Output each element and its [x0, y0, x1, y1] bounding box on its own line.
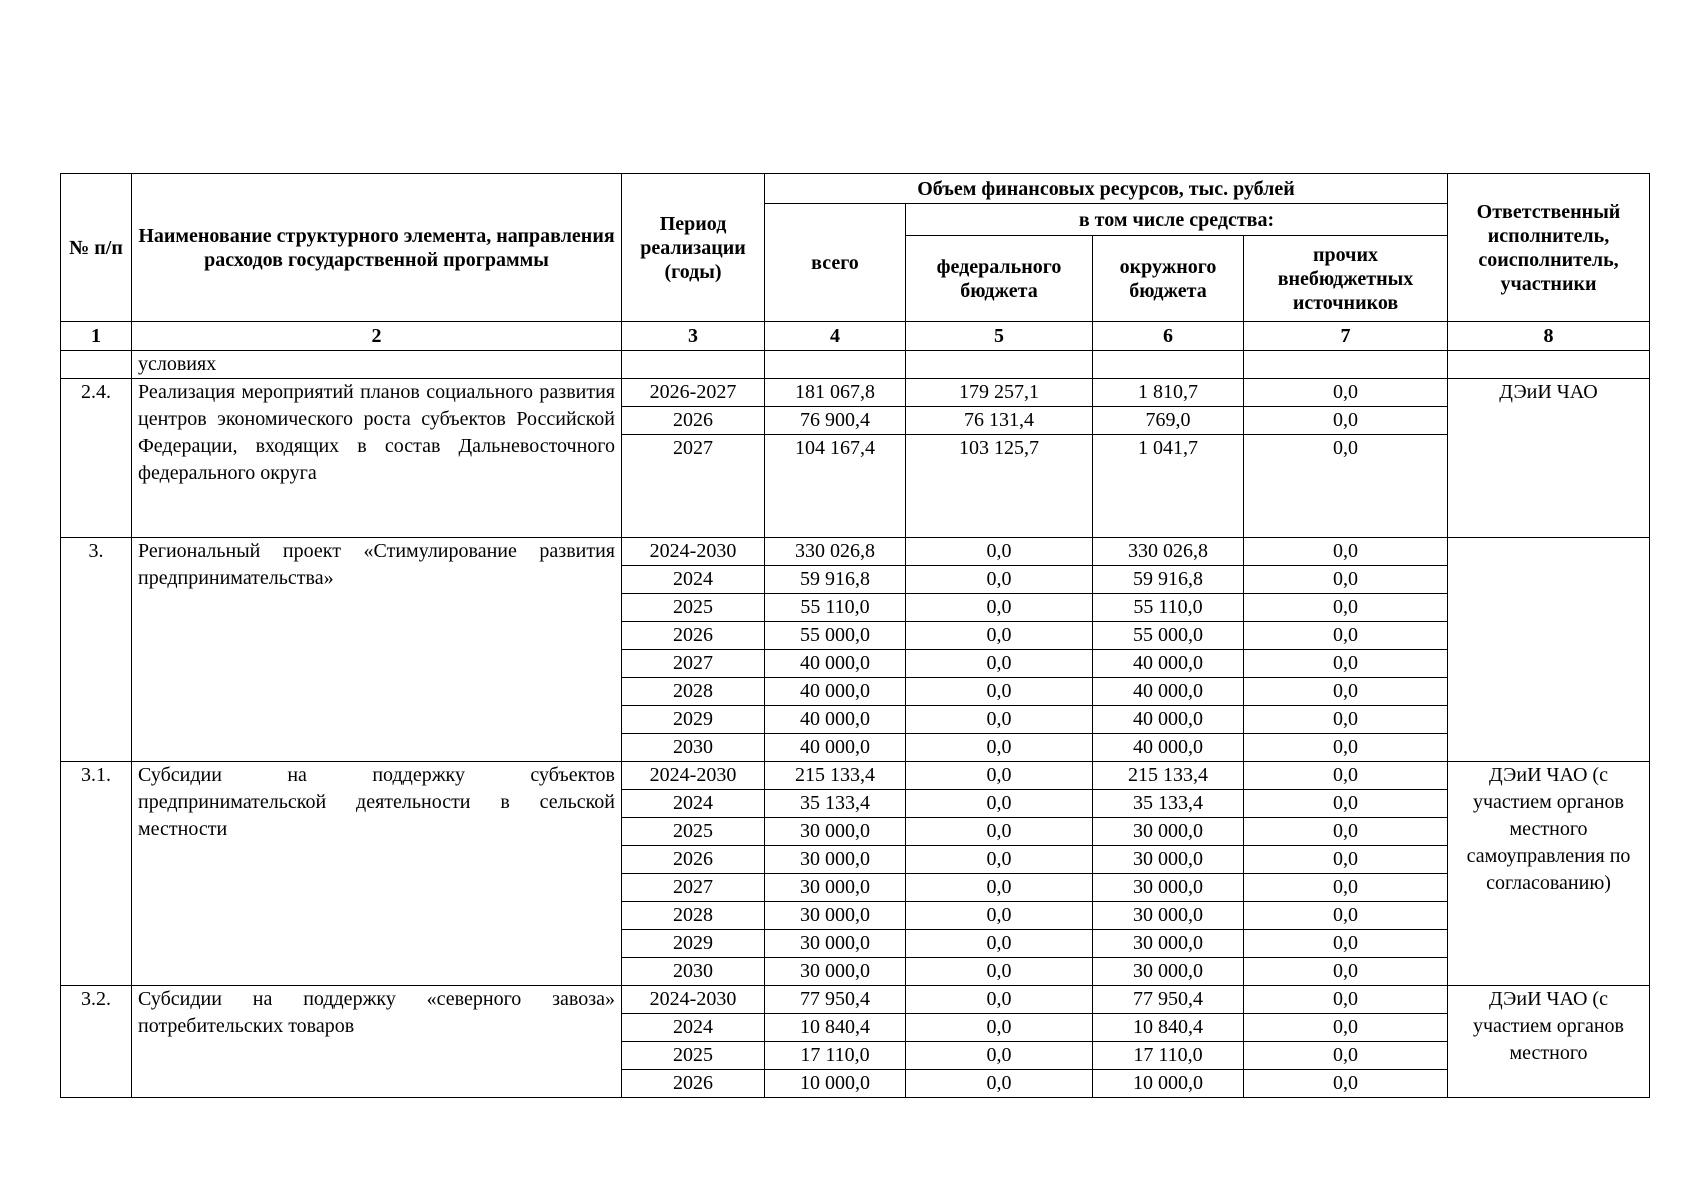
federal-cell: 0,0 [906, 706, 1093, 734]
period-cell: 2024-2030 [622, 762, 765, 790]
other-cell: 0,0 [1244, 678, 1448, 706]
federal-cell: 103 125,7 [906, 435, 1093, 538]
total-cell: 17 110,0 [765, 1042, 906, 1070]
header-period: Период реализации (годы) [622, 174, 765, 322]
section-number: 3. [61, 538, 132, 762]
total-cell: 77 950,4 [765, 986, 906, 1014]
total-cell: 30 000,0 [765, 874, 906, 902]
section-name: Региональный проект «Стимулирование развития предпринимательства» [132, 538, 622, 762]
federal-cell: 0,0 [906, 902, 1093, 930]
federal-cell: 0,0 [906, 930, 1093, 958]
period-cell: 2025 [622, 594, 765, 622]
other-cell: 0,0 [1244, 706, 1448, 734]
total-cell: 35 133,4 [765, 790, 906, 818]
other-cell: 0,0 [1244, 930, 1448, 958]
federal-cell: 0,0 [906, 622, 1093, 650]
total-cell: 76 900,4 [765, 407, 906, 435]
period-cell: 2024 [622, 566, 765, 594]
total-cell: 104 167,4 [765, 435, 906, 538]
district-cell: 30 000,0 [1093, 874, 1244, 902]
period-cell: 2026 [622, 1070, 765, 1098]
table-row [61, 379, 1650, 407]
period-cell: 2024-2030 [622, 538, 765, 566]
period-cell: 2026 [622, 407, 765, 435]
responsible-cell: ДЭиИ ЧАО (с участием органов местного [1448, 986, 1650, 1098]
total-cell: 59 916,8 [765, 566, 906, 594]
col-number: 6 [1093, 322, 1244, 351]
other-cell: 0,0 [1244, 650, 1448, 678]
col-number: 1 [61, 322, 132, 351]
cell-num [61, 351, 132, 379]
header-district: окружного бюджета [1093, 236, 1244, 322]
period-cell: 2027 [622, 435, 765, 538]
col-number: 2 [132, 322, 622, 351]
header-including: в том числе средства: [906, 204, 1448, 236]
district-cell: 30 000,0 [1093, 818, 1244, 846]
federal-cell: 0,0 [906, 790, 1093, 818]
table-body [61, 351, 1650, 1098]
header-volume: Объем финансовых ресурсов, тыс. рублей [765, 174, 1448, 204]
table-header [61, 174, 1650, 351]
district-cell: 30 000,0 [1093, 902, 1244, 930]
federal-cell: 0,0 [906, 734, 1093, 762]
total-cell: 40 000,0 [765, 706, 906, 734]
total-cell: 30 000,0 [765, 818, 906, 846]
section-name: Реализация мероприятий планов социального развития центров экономического роста субъектов Российской Федерации, входящих в состав Дальневосточного федерального округа [132, 379, 622, 538]
district-cell: 30 000,0 [1093, 930, 1244, 958]
other-cell: 0,0 [1244, 986, 1448, 1014]
other-cell: 0,0 [1244, 762, 1448, 790]
federal-cell: 0,0 [906, 762, 1093, 790]
total-cell: 40 000,0 [765, 650, 906, 678]
district-cell: 10 840,4 [1093, 1014, 1244, 1042]
federal-cell: 0,0 [906, 986, 1093, 1014]
period-cell: 2030 [622, 734, 765, 762]
header-federal: федерального бюджета [906, 236, 1093, 322]
total-cell: 40 000,0 [765, 734, 906, 762]
other-cell: 0,0 [1244, 1014, 1448, 1042]
column-numbers-row [61, 322, 1650, 351]
other-cell: 0,0 [1244, 407, 1448, 435]
other-cell: 0,0 [1244, 790, 1448, 818]
period-cell: 2027 [622, 650, 765, 678]
federal-cell: 0,0 [906, 958, 1093, 986]
district-cell: 10 000,0 [1093, 1070, 1244, 1098]
table-row [61, 762, 1650, 790]
continuation-row [61, 351, 1650, 379]
col-number: 3 [622, 322, 765, 351]
section-number: 3.2. [61, 986, 132, 1098]
period-cell: 2030 [622, 958, 765, 986]
other-cell: 0,0 [1244, 1042, 1448, 1070]
section-number: 3.1. [61, 762, 132, 986]
col-number: 4 [765, 322, 906, 351]
section-number: 2.4. [61, 379, 132, 538]
district-cell: 55 110,0 [1093, 594, 1244, 622]
district-cell: 40 000,0 [1093, 650, 1244, 678]
other-cell: 0,0 [1244, 566, 1448, 594]
total-cell: 30 000,0 [765, 930, 906, 958]
other-cell: 0,0 [1244, 1070, 1448, 1098]
total-cell: 181 067,8 [765, 379, 906, 407]
total-cell: 30 000,0 [765, 902, 906, 930]
header-num: № п/п [61, 174, 132, 322]
responsible-cell: ДЭиИ ЧАО (с участием органов местного самоуправления по согласованию) [1448, 762, 1650, 986]
continuation-text: условиях [132, 351, 622, 379]
district-cell: 59 916,8 [1093, 566, 1244, 594]
period-cell: 2028 [622, 678, 765, 706]
other-cell: 0,0 [1244, 734, 1448, 762]
district-cell: 30 000,0 [1093, 846, 1244, 874]
col-number: 5 [906, 322, 1093, 351]
other-cell: 0,0 [1244, 538, 1448, 566]
district-cell: 1 810,7 [1093, 379, 1244, 407]
period-cell: 2026-2027 [622, 379, 765, 407]
district-cell: 1 041,7 [1093, 435, 1244, 538]
header-name: Наименование структурного элемента, направления расходов государственной программы [132, 174, 622, 322]
total-cell: 55 110,0 [765, 594, 906, 622]
table-row [61, 986, 1650, 1014]
responsible-cell [1448, 538, 1650, 762]
col-number: 7 [1244, 322, 1448, 351]
other-cell: 0,0 [1244, 435, 1448, 538]
other-cell: 0,0 [1244, 622, 1448, 650]
district-cell: 330 026,8 [1093, 538, 1244, 566]
district-cell: 769,0 [1093, 407, 1244, 435]
total-cell: 10 840,4 [765, 1014, 906, 1042]
other-cell: 0,0 [1244, 902, 1448, 930]
total-cell: 55 000,0 [765, 622, 906, 650]
district-cell: 40 000,0 [1093, 734, 1244, 762]
other-cell: 0,0 [1244, 846, 1448, 874]
federal-cell: 0,0 [906, 678, 1093, 706]
total-cell: 30 000,0 [765, 958, 906, 986]
federal-cell: 0,0 [906, 818, 1093, 846]
period-cell: 2024 [622, 790, 765, 818]
other-cell: 0,0 [1244, 958, 1448, 986]
total-cell: 10 000,0 [765, 1070, 906, 1098]
header-responsible: Ответственный исполнитель, соисполнитель, участники [1448, 174, 1650, 322]
district-cell: 215 133,4 [1093, 762, 1244, 790]
section-name: Субсидии на поддержку «северного завоза» потребительских товаров [132, 986, 622, 1098]
financing-table [60, 173, 1650, 1098]
period-cell: 2026 [622, 846, 765, 874]
total-cell: 40 000,0 [765, 678, 906, 706]
federal-cell: 0,0 [906, 650, 1093, 678]
district-cell: 40 000,0 [1093, 678, 1244, 706]
period-cell: 2027 [622, 874, 765, 902]
district-cell: 40 000,0 [1093, 706, 1244, 734]
total-cell: 215 133,4 [765, 762, 906, 790]
other-cell: 0,0 [1244, 594, 1448, 622]
other-cell: 0,0 [1244, 874, 1448, 902]
period-cell: 2029 [622, 706, 765, 734]
federal-cell: 0,0 [906, 594, 1093, 622]
district-cell: 30 000,0 [1093, 958, 1244, 986]
federal-cell: 179 257,1 [906, 379, 1093, 407]
district-cell: 77 950,4 [1093, 986, 1244, 1014]
federal-cell: 0,0 [906, 1014, 1093, 1042]
federal-cell: 0,0 [906, 874, 1093, 902]
other-cell: 0,0 [1244, 818, 1448, 846]
period-cell: 2025 [622, 1042, 765, 1070]
district-cell: 55 000,0 [1093, 622, 1244, 650]
federal-cell: 0,0 [906, 846, 1093, 874]
header-other: прочих внебюджетных источников [1244, 236, 1448, 322]
total-cell: 330 026,8 [765, 538, 906, 566]
period-cell: 2029 [622, 930, 765, 958]
federal-cell: 0,0 [906, 538, 1093, 566]
period-cell: 2028 [622, 902, 765, 930]
federal-cell: 0,0 [906, 566, 1093, 594]
district-cell: 17 110,0 [1093, 1042, 1244, 1070]
responsible-cell: ДЭиИ ЧАО [1448, 379, 1650, 538]
header-total: всего [765, 204, 906, 322]
federal-cell: 76 131,4 [906, 407, 1093, 435]
period-cell: 2024 [622, 1014, 765, 1042]
district-cell: 35 133,4 [1093, 790, 1244, 818]
table-row [61, 538, 1650, 566]
period-cell: 2026 [622, 622, 765, 650]
period-cell: 2025 [622, 818, 765, 846]
other-cell: 0,0 [1244, 379, 1448, 407]
total-cell: 30 000,0 [765, 846, 906, 874]
period-cell: 2024-2030 [622, 986, 765, 1014]
col-number: 8 [1448, 322, 1650, 351]
federal-cell: 0,0 [906, 1070, 1093, 1098]
federal-cell: 0,0 [906, 1042, 1093, 1070]
section-name: Субсидии на поддержку субъектов предпринимательской деятельности в сельской местности [132, 762, 622, 986]
